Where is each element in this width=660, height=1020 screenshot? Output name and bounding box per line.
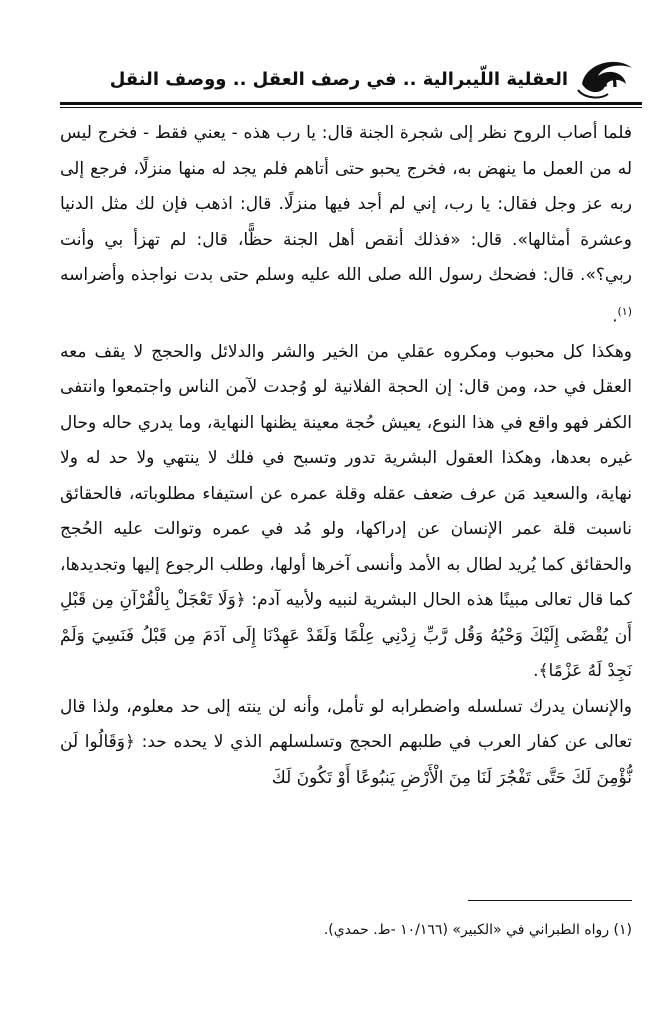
quran-verse-2: ﴿وَقَالُوا لَن نُّؤْمِنَ لَكَ حَتَّى تَفْجُرَ لَنَا مِنَ الْأَرْضِ يَنبُوعًا أَوْ تَكُونَ لَكَ: [60, 732, 632, 788]
body-text: [60, 116, 632, 796]
paragraph-3: [60, 690, 632, 797]
footnote-reference[interactable]: (١): [617, 304, 632, 318]
paragraph-2-text: وهكذا كل محبوب ومكروه عقلي من الخير والشر والدلائل والحجج لا يقف معه العقل في حد، ومن قال: إن الحجة الفلانية لو وُجدت لآمن الناس واجتمعوا وانتفى الكفر فهو واقع في هذا النوع، يعيش حُجة معينة يظنها النهاية، وما يدري حاله وحال غيره بعدها، وهكذا العقول البشرية تدور وتسبح في فلك لا ينتهي ولا حد له ولا نهاية، والسعيد مَن عرف ضعف عقله وقلة عمره عن استيفاء مطلوباته، فالحقائق ناسبت قلة عمر الإنسان عن إدراكها، ولو مُد في عمره وتوالت عليه الحُجج والحقائق كما يُريد لطال به الأمد وأنسى آخرها أولها، وطلب الرجوع إليها وتجديدها، كما قال تعالى مبينًا هذه الحال البشرية لنبيه ولأبيه آدم:: [60, 341, 632, 611]
quran-verse-1: ﴿وَلَا تَعْجَلْ بِالْقُرْآنِ مِن قَبْلِ أَن يُقْضَى إِلَيْكَ وَحْيُهُ وَقُل رَّبِّ زِدْنِي عِلْمًا وَلَقَدْ عَهِدْنَا إِلَى آدَمَ مِن قَبْلُ فَنَسِيَ وَلَمْ نَجِدْ لَهُ عَزْمًا﴾.: [60, 590, 632, 682]
page-number: ١٤١: [585, 70, 620, 92]
paragraph-1-text: فلما أصاب الروح نظر إلى شجرة الجنة قال: يا رب هذه - يعني فقط - فخرج ليس له من العمل ما ينهض به، فخرج يحبو حتى أتاهم فلم يجد له منها منزلًا، فرجع إلى ربه عز وجل فقال: يا رب، إني لم أجد فيها منزلًا. قال: اذهب فإن لك مثل الدنيا وعشرة أمثالها». قال: «فذلك أنقص أهل الجنة حظًّا، قال: لم تهزأ بي وأنت ربي؟». قال: فضحك رسول الله صلى الله عليه وسلم حتى بدت نواجذه وأضراسه: [60, 123, 632, 285]
running-title: العقلية اللّيبرالية .. في رصف العقل .. ووصف النقل: [109, 69, 568, 90]
paragraph-1: [60, 116, 632, 335]
header-rule: [60, 102, 642, 105]
footnote: (١) رواه الطبراني في «الكبير» (١٠/١٦٦ -ط. حمدي).: [323, 922, 632, 938]
footnote-divider: [468, 900, 632, 901]
paragraph-3-text: والإنسان يدرك تسلسله واضطرابه لو تأمل، وأنه لن ينته إلى حد معلوم، ولذا قال تعالى عن كفار العرب في طلبهم الحجج وتسلسلهم الذي لا يحده حد:: [60, 696, 632, 753]
header-rule-thin: [60, 107, 642, 108]
paragraph-1-end: .: [612, 306, 618, 327]
paragraph-2: [60, 335, 632, 690]
page-header: [60, 54, 642, 104]
